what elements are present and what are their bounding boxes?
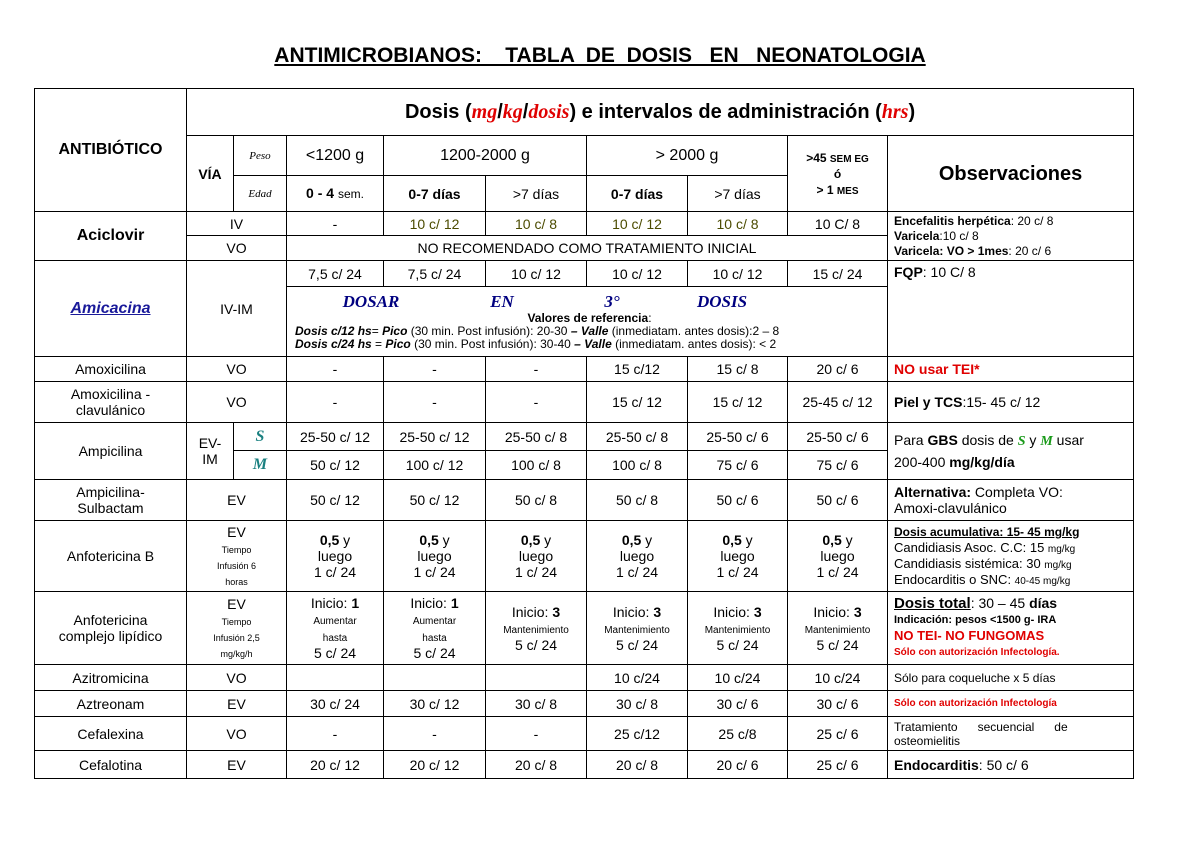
dose-cell: 10 c/24 — [688, 665, 788, 691]
dose-cell: 50 c/ 12 — [287, 480, 384, 521]
weight-col-3: > 2000 g — [587, 136, 788, 176]
sub-m: M — [234, 451, 287, 480]
dose-cell: 25-50 c/ 6 — [688, 423, 788, 451]
route: EV Tiempo Infusión 6 horas — [187, 521, 287, 592]
dose-cell: 15 c/12 — [587, 357, 688, 382]
dose-cell: 25-50 c/ 8 — [587, 423, 688, 451]
dose-cell: - — [486, 357, 587, 382]
observation: FQP: 10 C/ 8 — [888, 261, 1134, 357]
dose-cell: 10 c/ 12 — [486, 261, 587, 287]
route: EV- IM — [187, 423, 234, 480]
dose-cell: 30 c/ 6 — [788, 691, 888, 717]
dose-cell: Inicio: 1 Aumentar hasta 5 c/ 24 — [287, 592, 384, 665]
row-ampicilina-s — [35, 423, 1134, 451]
row-aciclovir-iv — [35, 212, 1134, 236]
dose-cell: 20 c/ 12 — [287, 751, 384, 779]
dose-cell: 10 c/ 12 — [384, 212, 486, 236]
weight-col-1: <1200 g — [287, 136, 384, 176]
dose-cell: 30 c/ 6 — [688, 691, 788, 717]
route: EV Tiempo Infusión 2,5 mg/kg/h — [187, 592, 287, 665]
observation: NO usar TEI* — [888, 357, 1134, 382]
dose-cell: 25 c/ 6 — [788, 717, 888, 751]
row-aztreonam — [35, 691, 1134, 717]
route: VO — [187, 717, 287, 751]
weight-col-2: 1200-2000 g — [384, 136, 587, 176]
route: IV-IM — [187, 261, 287, 357]
drug-name: Anfotericina complejo lipídico — [35, 592, 187, 665]
dose-cell: 25-50 c/ 6 — [788, 423, 888, 451]
route: VO — [187, 357, 287, 382]
dose-cell: 50 c/ 8 — [587, 480, 688, 521]
route: EV — [187, 691, 287, 717]
dose-cell: 20 c/ 12 — [384, 751, 486, 779]
antibiotico-header: ANTIBIÓTICO — [35, 89, 187, 212]
via-header: VÍA — [187, 136, 234, 212]
dose-cell: 0,5 y luego 1 c/ 24 — [788, 521, 888, 592]
route: IV — [187, 212, 287, 236]
observation: Sólo con autorización Infectología — [888, 691, 1134, 717]
dose-cell: 7,5 c/ 24 — [287, 261, 384, 287]
observation: Dosis total: 30 – 45 días Indicación: pesos <1500 g- IRA NO TEI- NO FUNGOMAS Sólo con autorización Infectología. — [888, 592, 1134, 665]
drug-name: Cefalexina — [35, 717, 187, 751]
route: VO — [187, 665, 287, 691]
dose-cell: 100 c/ 8 — [587, 451, 688, 480]
sub-s: S — [234, 423, 287, 451]
dose-cell: 25 c/8 — [688, 717, 788, 751]
age-col-5: >7 días — [688, 176, 788, 212]
drug-name: Anfotericina B — [35, 521, 187, 592]
dose-cell: 50 c/ 8 — [486, 480, 587, 521]
route: VO — [187, 236, 287, 261]
amicacina-notes — [287, 287, 888, 357]
dose-cell: 10 c/ 12 — [688, 261, 788, 287]
observation: Piel y TCS:15- 45 c/ 12 — [888, 382, 1134, 423]
observation: Dosis acumulativa: 15- 45 mg/kg Candidiasis Asoc. C.C: 15 mg/kg Candidiasis sistémica: 30 mg/kg Endocarditis o SNC: 40-45 mg/kg — [888, 521, 1134, 592]
dose-cell: - — [384, 382, 486, 423]
dose-cell: 10 c/ 12 — [587, 261, 688, 287]
row-cefalotina — [35, 751, 1134, 779]
dose-cell: 20 c/ 8 — [486, 751, 587, 779]
dose-cell: Inicio: 3 Mantenimiento 5 c/ 24 — [486, 592, 587, 665]
dose-cell: 15 c/ 24 — [788, 261, 888, 287]
route: EV — [187, 751, 287, 779]
dose-cell: 50 c/ 12 — [384, 480, 486, 521]
drug-name: Ampicilina — [35, 423, 187, 480]
observation: Tratamiento secuencial de osteomielitis — [888, 717, 1134, 751]
dose-cell: 0,5 y luego 1 c/ 24 — [688, 521, 788, 592]
dose-cell: 25 c/12 — [587, 717, 688, 751]
dose-cell: 50 c/ 12 — [287, 451, 384, 480]
age-col-3: >7 días — [486, 176, 587, 212]
dose-cell: 10 c/24 — [587, 665, 688, 691]
drug-name: Amoxicilina - clavulánico — [35, 382, 187, 423]
dose-cell: 50 c/ 6 — [688, 480, 788, 521]
weight-col-4: >45 SEM EG ó > 1 MES — [788, 136, 888, 212]
not-recommended-note: NO RECOMENDADO COMO TRATAMIENTO INICIAL — [287, 236, 888, 261]
dose-cell: 30 c/ 24 — [287, 691, 384, 717]
dose-cell: Inicio: 1 Aumentar hasta 5 c/ 24 — [384, 592, 486, 665]
dose-cell: 20 c/ 8 — [587, 751, 688, 779]
dose-cell: Inicio: 3 Mantenimiento 5 c/ 24 — [688, 592, 788, 665]
dose-cell: - — [486, 717, 587, 751]
dose-cell: 10 c/ 8 — [486, 212, 587, 236]
observation: Alternativa: Completa VO: Amoxi-clavulánico — [888, 480, 1134, 521]
dose-cell: 50 c/ 6 — [788, 480, 888, 521]
dose-cell: 100 c/ 12 — [384, 451, 486, 480]
dose-cell: 7,5 c/ 24 — [384, 261, 486, 287]
observaciones-header: Observaciones — [888, 136, 1134, 212]
dose-cell: 25 c/ 6 — [788, 751, 888, 779]
observation: Sólo para coqueluche x 5 días — [888, 665, 1134, 691]
dosis-header: Dosis (mg/kg/dosis) e intervalos de administración (hrs) — [187, 89, 1134, 136]
dose-cell — [287, 665, 384, 691]
dose-cell: Inicio: 3 Mantenimiento 5 c/ 24 — [788, 592, 888, 665]
observation: Encefalitis herpética: 20 c/ 8 Varicela:10 c/ 8 Varicela: VO > 1mes: 20 c/ 6 — [888, 212, 1134, 261]
row-amoxiclav — [35, 382, 1134, 423]
route: VO — [187, 382, 287, 423]
dose-cell: 15 c/ 8 — [688, 357, 788, 382]
drug-name: Azitromicina — [35, 665, 187, 691]
dose-cell: 100 c/ 8 — [486, 451, 587, 480]
dose-cell: 25-50 c/ 12 — [384, 423, 486, 451]
header-row-1 — [35, 89, 1134, 136]
dose-cell: - — [384, 357, 486, 382]
age-col-4: 0-7 días — [587, 176, 688, 212]
drug-name: Amicacina — [35, 261, 187, 357]
dose-cell: - — [287, 382, 384, 423]
dose-cell: 75 c/ 6 — [688, 451, 788, 480]
dose-cell: 25-50 c/ 12 — [287, 423, 384, 451]
header-row-2 — [35, 136, 1134, 176]
dose-cell: - — [384, 717, 486, 751]
dose-cell: 10 c/ 12 — [587, 212, 688, 236]
dosage-table — [34, 88, 1134, 779]
dose-cell: 25-45 c/ 12 — [788, 382, 888, 423]
row-azitromicina — [35, 665, 1134, 691]
drug-name: Ampicilina- Sulbactam — [35, 480, 187, 521]
drug-name: Aztreonam — [35, 691, 187, 717]
observation: Endocarditis: 50 c/ 6 — [888, 751, 1134, 779]
dose-cell: 25-50 c/ 8 — [486, 423, 587, 451]
dose-cell: - — [287, 357, 384, 382]
dose-cell: 0,5 y luego 1 c/ 24 — [486, 521, 587, 592]
dose-cell: 10 C/ 8 — [788, 212, 888, 236]
page-title: ANTIMICROBIANOS: TABLA DE DOSIS EN NEONATOLOGIA — [274, 44, 926, 67]
row-amoxicilina — [35, 357, 1134, 382]
route: EV — [187, 480, 287, 521]
dose-cell: 15 c/ 12 — [688, 382, 788, 423]
ref-line-1: Dosis c/12 hs= Pico (30 min. Post infusión): 20-30 – Valle (inmediatam. antes dosis):2 – 8 — [295, 324, 780, 338]
dose-cell: 0,5 y luego 1 c/ 24 — [384, 521, 486, 592]
ref-title: Valores de referencia: — [527, 311, 652, 325]
row-anfotericina-b — [35, 521, 1134, 592]
drug-name: Cefalotina — [35, 751, 187, 779]
row-anfotericina-lipidico — [35, 592, 1134, 665]
ref-line-2: Dosis c/24 hs = Pico (30 min. Post infusión): 30-40 – Valle (inmediatam. antes dosis): < 2 — [295, 337, 777, 351]
dose-cell: 0,5 y luego 1 c/ 24 — [287, 521, 384, 592]
drug-name: Aciclovir — [35, 212, 187, 261]
row-amicacina — [35, 261, 1134, 287]
drug-name: Amoxicilina — [35, 357, 187, 382]
dose-cell: - — [287, 717, 384, 751]
dose-cell: Inicio: 3 Mantenimiento 5 c/ 24 — [587, 592, 688, 665]
observation: Para GBS dosis de S y M usar 200-400 mg/kg/día — [888, 423, 1134, 480]
dosar-line: DOSAR EN 3° DOSIS — [342, 292, 748, 311]
age-col-2: 0-7 días — [384, 176, 486, 212]
dose-cell: - — [486, 382, 587, 423]
dose-cell — [486, 665, 587, 691]
dose-cell: - — [287, 212, 384, 236]
dose-cell: 30 c/ 12 — [384, 691, 486, 717]
dose-cell: 20 c/ 6 — [688, 751, 788, 779]
dose-cell: 75 c/ 6 — [788, 451, 888, 480]
dose-cell: 10 c/ 8 — [688, 212, 788, 236]
dose-cell: 0,5 y luego 1 c/ 24 — [587, 521, 688, 592]
dose-cell: 30 c/ 8 — [486, 691, 587, 717]
dose-cell: 30 c/ 8 — [587, 691, 688, 717]
row-ampisulb — [35, 480, 1134, 521]
peso-label: Peso — [234, 136, 287, 176]
dose-cell — [384, 665, 486, 691]
dose-cell: 20 c/ 6 — [788, 357, 888, 382]
edad-label: Edad — [234, 176, 287, 212]
age-col-1: 0 - 4 sem. — [287, 176, 384, 212]
dose-cell: 10 c/24 — [788, 665, 888, 691]
row-cefalexina — [35, 717, 1134, 751]
dose-cell: 15 c/ 12 — [587, 382, 688, 423]
